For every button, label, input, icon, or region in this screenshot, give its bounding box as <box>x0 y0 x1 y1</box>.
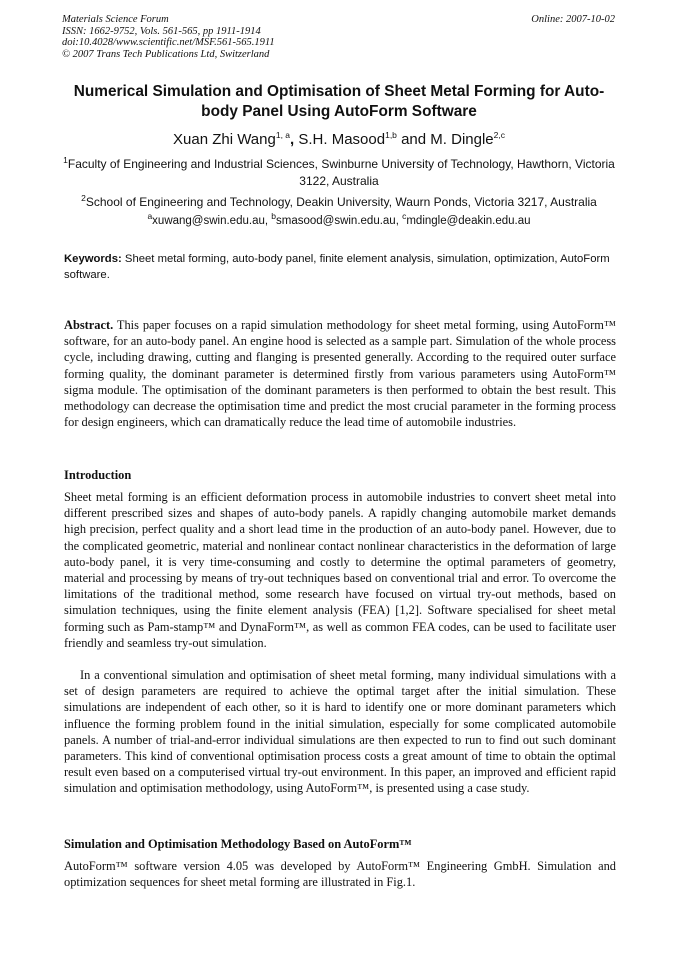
affiliation-2 <box>60 194 618 211</box>
keywords-label: Keywords: <box>64 253 122 265</box>
methodology-paragraph-1: AutoForm™ software version 4.05 was developed by AutoForm™ Engineering GmbH. Simulation and optimization sequences for sheet metal forming are illustrated in Fig.1. <box>64 859 616 890</box>
author-emails <box>60 213 618 229</box>
paper-title: Numerical Simulation and Optimisation of Sheet Metal Forming for Auto-body Panel Using AutoForm Software <box>73 83 605 120</box>
author-name: Xuan Zhi Wang <box>173 131 276 148</box>
online-date: Online: 2007-10-02 <box>531 14 615 25</box>
introduction-paragraph-1: Sheet metal forming is an efficient deformation process in automobile industries to convert sheet metal into different prescribed sizes and shapes of auto-body panels. A rapidly changing automobile market demands high precision, perfect quality and a short lead time in the production of an auto-body panel. However, due to the complicated geometric, material and nonlinear contact nonlinear characteristics in the deformation of large auto-body panel, it is very time-consuming and costly to determine the optimal parameters of geometry, material and processing by means of try-out techniques based on conventional trial and error. To overcome the limitations of the traditional method, some research have focused on virtual try-out methods, based on simulation techniques, using the finite element analysis (FEA) [1,2]. Software specialised for sheet metal forming such as Pam-stamp™ and DynaForm™, as well as common FEA codes, can be used to facilitate user friendly and seamless try-out simulation. <box>64 490 616 650</box>
email-separator: , <box>264 215 272 227</box>
journal-copyright: © 2007 Trans Tech Publications Ltd, Switzerland <box>62 48 270 60</box>
section-heading-methodology: Simulation and Optimisation Methodology Based on AutoForm™ <box>64 837 412 851</box>
author-separator: , <box>290 131 299 148</box>
introduction-paragraph-2: In a conventional simulation and optimisation of sheet metal forming, many individual simulations with a set of design parameters are required to achieve the optimal target after the initial simulation. These simulations are independent of each other, so it is hard to identify one or more dominant parameters which influence the forming problem found in the initial simulation, especially for some complicated automobile panels. A number of trial-and-error individual simulations are then expected to run to find out such dominant parameters. This kind of conventional optimisation process costs a great amount of time to obtain the optimal result even based on a computerised virtual try-out environment. In this paper, an improved and efficient rapid simulation and optimisation methodology, using AutoForm™, is presented using a case study. <box>64 668 616 796</box>
author-affiliation-mark: 1, a <box>275 130 291 140</box>
author-list <box>60 131 618 149</box>
journal-name: Materials Science Forum <box>62 14 169 25</box>
abstract-label: Abstract. <box>64 318 114 332</box>
email-separator: , <box>395 215 403 227</box>
author-separator: and <box>396 131 431 148</box>
author-name: M. Dingle <box>430 131 494 148</box>
author-affiliation-mark: 1,b <box>385 130 397 140</box>
journal-header <box>62 14 275 60</box>
keywords-block <box>64 251 616 284</box>
abstract-text: This paper focuses on a rapid simulation methodology for sheet metal forming, using AutoForm™ software, for an auto-body panel. An engine hood is selected as a sample part. Simulation of the whole process cycle, including drawing, cutting and flanging is presented generally. According to the required outer surface forming quality, the dominant parameter is determined firstly from various parameters using AutoForm™ sigma module. The optimisation of the dominant parameters is then performed to obtain the best result. This methodology can decrease the optimisation time and predict the most crucial parameter in the forming process for design engineers, which can dramatically reduce the lead time of automobile industries. <box>64 318 616 430</box>
email-address[interactable]: smasood@swin.edu.au <box>275 215 396 227</box>
section-heading-introduction: Introduction <box>64 468 132 482</box>
affiliation-mark: 1 <box>63 155 68 165</box>
abstract-paragraph <box>64 317 616 430</box>
email-mark: c <box>402 211 407 222</box>
email-mark: a <box>147 211 153 222</box>
author-name: S.H. Masood <box>298 131 386 148</box>
affiliation-text: School of Engineering and Technology, Deakin University, Waurn Ponds, Victoria 3217, Australia <box>85 195 597 209</box>
affiliation-mark: 2 <box>81 193 86 203</box>
email-address[interactable]: mdingle@deakin.edu.au <box>406 215 531 227</box>
keywords-text: Sheet metal forming, auto-body panel, finite element analysis, simulation, optimization, AutoForm software. <box>64 253 610 282</box>
journal-issn: ISSN: 1662-9752, Vols. 561-565, pp 1911-1914 <box>62 25 261 37</box>
affiliation-1 <box>60 156 618 189</box>
email-mark: b <box>271 211 276 222</box>
affiliation-text: Faculty of Engineering and Industrial Sciences, Swinburne University of Technology, Hawthorn, Victoria 3122, Australia <box>67 157 615 188</box>
journal-doi: doi:10.4028/www.scientific.net/MSF.561-565.1911 <box>62 37 275 49</box>
email-address[interactable]: xuwang@swin.edu.au <box>152 215 265 227</box>
author-affiliation-mark: 2,c <box>493 130 505 140</box>
